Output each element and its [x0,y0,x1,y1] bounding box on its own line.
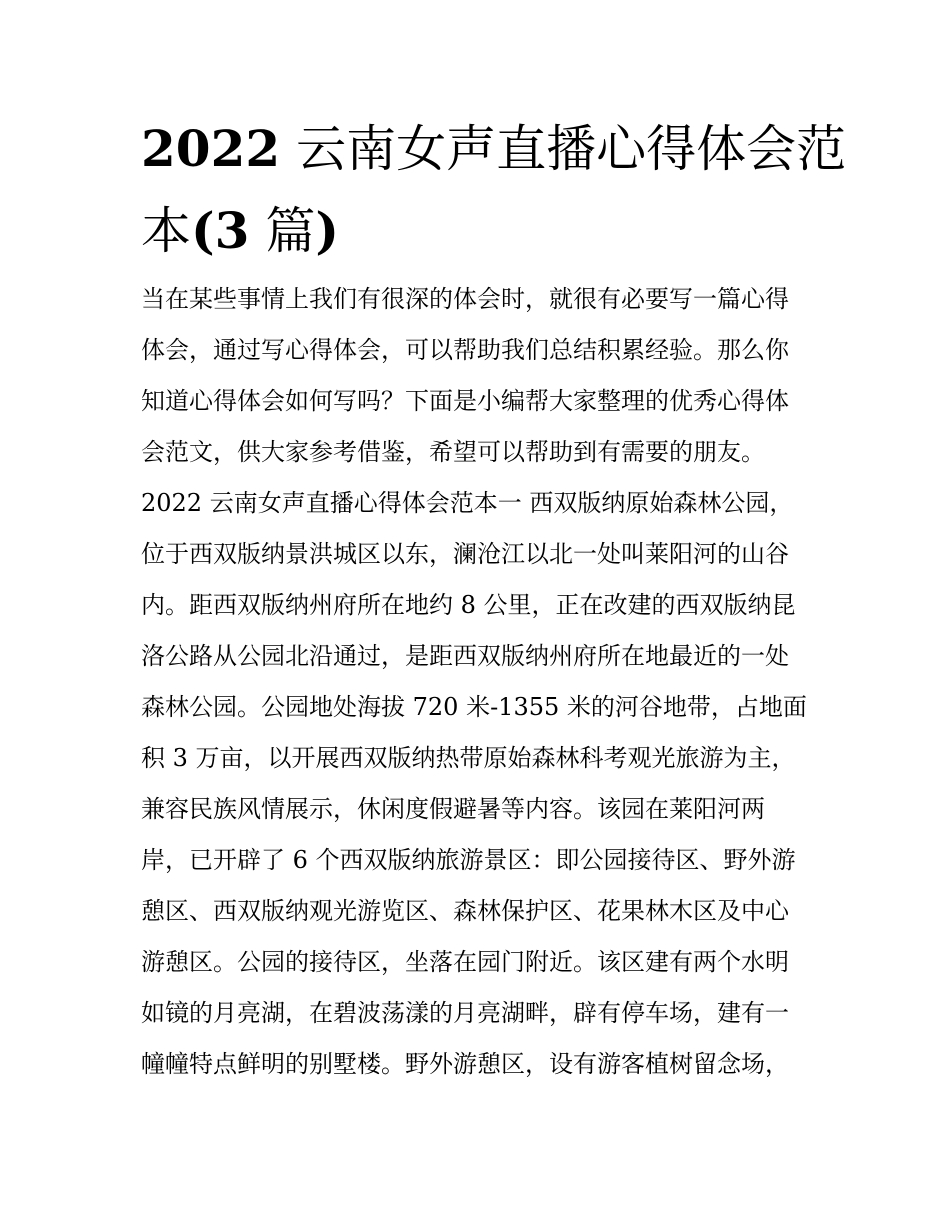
document-title [141,108,847,272]
body-line-11: 兼容民族风情展示，休闲度假避暑等内容。该园在莱阳河两 [141,795,765,823]
body-line-8: 洛公路从公园北沿通过，是距西双版纳州府所在地最近的一处 [141,642,789,670]
document-body [141,274,831,1090]
body-line-5: 2022 云南女声直播心得体会范本一 西双版纳原始森林公园， [141,489,794,517]
body-line-13: 憩区、西双版纳观光游览区、森林保护区、花果林木区及中心 [141,897,789,925]
title-line-1: 2022 云南女声直播心得体会范 [141,119,847,178]
body-line-4: 会范文，供大家参考借鉴，希望可以帮助到有需要的朋友。 [141,438,765,466]
body-line-15: 如镜的月亮湖，在碧波荡漾的月亮湖畔，辟有停车场，建有一 [141,999,789,1027]
title-line-2: 本(3 篇) [141,201,340,260]
body-line-10: 积 3 万亩，以开展西双版纳热带原始森林科考观光旅游为主， [141,744,796,772]
body-line-12: 岸，已开辟了 6 个西双版纳旅游景区：即公园接待区、野外游 [141,846,796,874]
body-line-14: 游憩区。公园的接待区，坐落在园门附近。该区建有两个水明 [141,948,789,976]
body-line-16: 幢幢特点鲜明的别墅楼。野外游憩区，设有游客植树留念场， [141,1050,789,1078]
body-line-3: 知道心得体会如何写吗？下面是小编帮大家整理的优秀心得体 [141,387,789,415]
body-line-6: 位于西双版纳景洪城区以东，澜沧江以北一处叫莱阳河的山谷 [141,540,789,568]
body-line-2: 体会，通过写心得体会，可以帮助我们总结积累经验。那么你 [141,336,789,364]
body-line-7: 内。距西双版纳州府所在地约 8 公里，正在改建的西双版纳昆 [141,591,796,619]
body-line-1: 当在某些事情上我们有很深的体会时，就很有必要写一篇心得 [141,285,789,313]
body-line-9: 森林公园。公园地处海拔 720 米-1355 米的河谷地带，占地面 [141,693,807,721]
